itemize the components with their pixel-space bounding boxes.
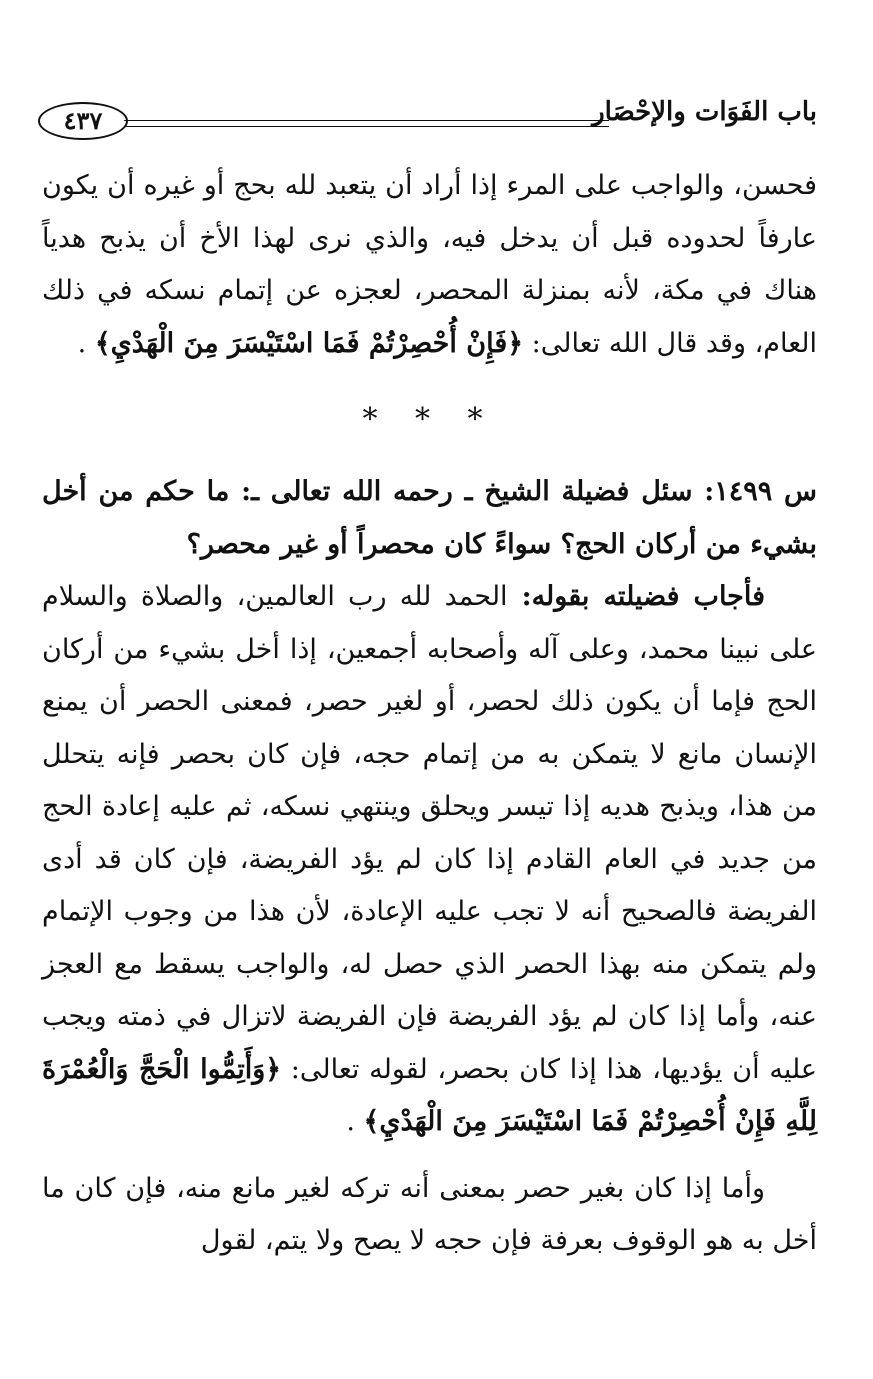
page-header <box>38 92 817 148</box>
paragraph-intro-end: . <box>77 327 95 359</box>
paragraph-continuation: وأما إذا كان بغير حصر بمعنى أنه تركه لغير مانع منه، فإن كان ما أخل به هو الوقوف بعرفة فإن حجه لا يصح ولا يتم، لقول <box>42 1172 817 1256</box>
header-rule-bottom <box>124 126 609 127</box>
answer-lead: فأجاب فضيلته بقوله: <box>507 581 766 612</box>
header-rule-top <box>124 120 609 121</box>
paragraph-intro-text: فحسن، والواجب على المرء إذا أراد أن يتعبد لله بحج أو غيره أن يكون عارفاً لحدوده قبل أن يدخل فيه، والذي نرى لهذا الأخ أن يذبح هدياً هناك في مكة، لأنه بمنزلة المحصر، لعجزه عن إتمام نسكه في ذلك العام، وقد قال الله تعالى: <box>42 170 817 359</box>
page-number: ٤٣٧ <box>38 102 128 140</box>
section-separator: * * * <box>362 402 497 437</box>
quran-verse: ﴿فَإِنْ أُحْصِرْتُمْ فَمَا اسْتَيْسَرَ مِنَ الْهَدْيِ﴾ <box>94 327 524 359</box>
page-body <box>42 160 817 1268</box>
question-text: س ١٤٩٩: سئل فضيلة الشيخ ـ رحمه الله تعالى ـ: ما حكم من أخل بشيء من أركان الحج؟ سواءً كان محصراً أو غير محصر؟ <box>42 476 817 560</box>
answer-text: الحمد لله رب العالمين، والصلاة والسلام على نبينا محمد، وعلى آله وأصحابه أجمعين، إذا أخل بشيء من أركان الحج فإما أن يكون ذلك لحصر، أو لغير حصر، فمعنى الحصر أن يمنع الإنسان مانع لا يتمكن به من إتمام حجه، فإن كان بحصر فإنه يتحلل من هذا، ويذبح هديه إذا تيسر ويحلق وينتهي نسكه، ثم عليه إعادة الحج من جديد في العام القادم إذا كان لم يؤد الفريضة، فإن كان قد أدى الفريضة فالصحيح أنه لا تجب عليه الإعادة، لأن هذا من وجوب الإتمام ولم يتمكن منه بهذا الحصر الذي حصل له، والواجب يسقط مع العجز عنه، وأما إذا كان لم يؤد الفريضة فإن الفريضة لاتزال في ذمته ويجب عليه أن يؤديها، هذا إذا كان بحصر، لقوله تعالى: <box>42 581 818 1085</box>
chapter-title: باب الفَوَات والإحْصَار <box>592 97 817 127</box>
answer-paragraph <box>42 571 817 1149</box>
paragraph-intro <box>42 160 817 370</box>
answer-end: . <box>346 1106 364 1137</box>
quran-verse: ﴿وَأَتِمُّوا الْحَجَّ وَالْعُمْرَةَ لِلَّهِ فَإِنْ أُحْصِرْتُمْ فَمَا اسْتَيْسَرَ مِنَ الْهَدْيِ﴾ <box>42 1053 817 1137</box>
